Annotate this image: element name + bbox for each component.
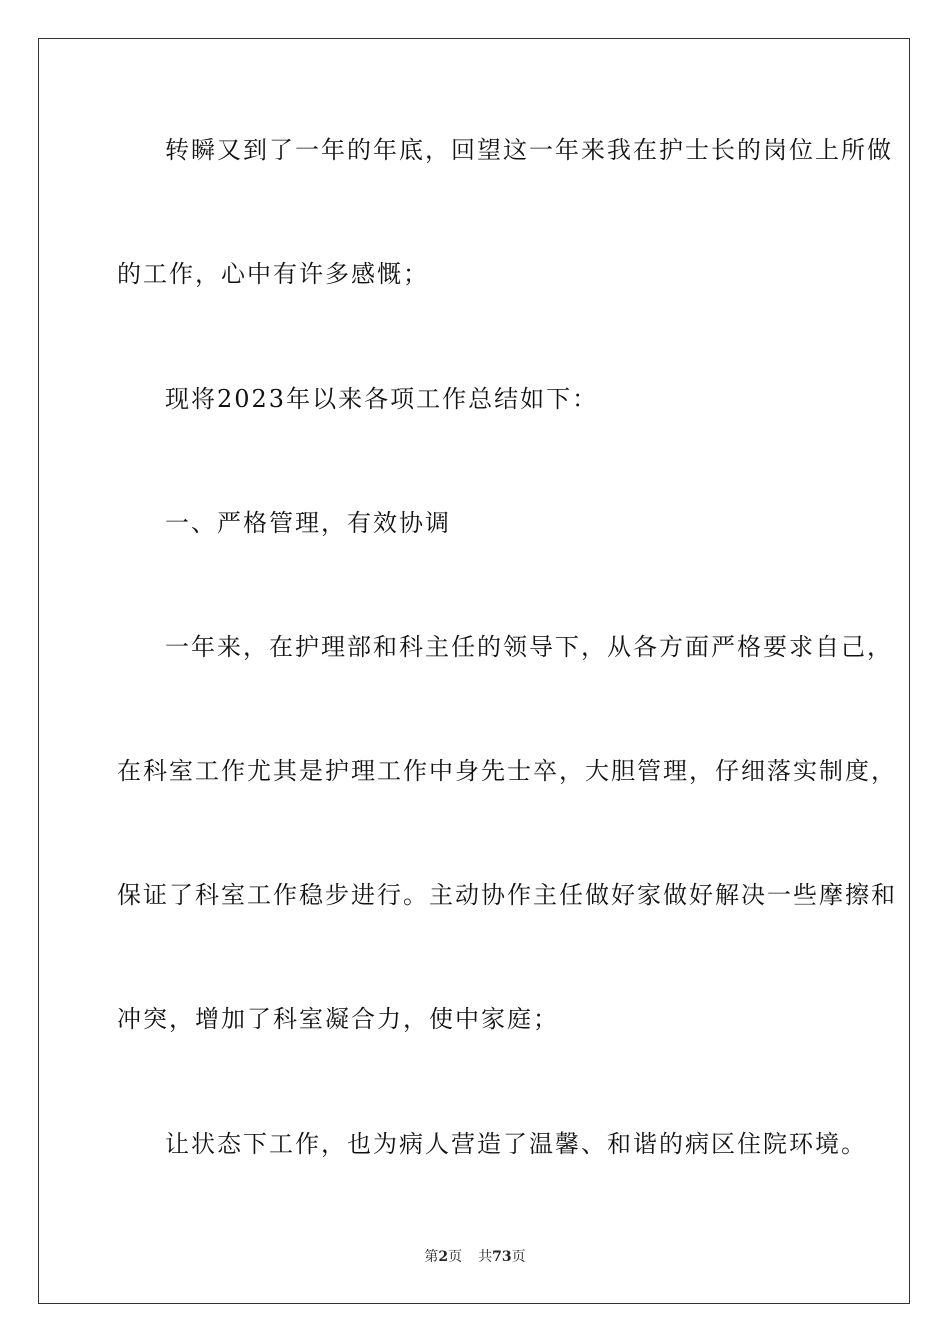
paragraph-line: 冲突，增加了科室凝合力，使中家庭； (117, 1005, 559, 1033)
paragraph-line: 的工作，心中有许多感慨； (117, 260, 429, 288)
page-number: 2 (438, 1249, 449, 1265)
paragraph-line: 保证了科室工作稳步进行。主动协作主任做好家做好解决一些摩擦和 (117, 881, 897, 909)
page-border (38, 38, 910, 1304)
page-suffix: 页 (448, 1249, 463, 1265)
paragraph-line: 让状态下工作，也为病人营造了温馨、和谐的病区住院环境。 (165, 1130, 867, 1158)
section-heading: 一、严格管理，有效协调 (165, 509, 451, 537)
total-prefix: 共 (478, 1249, 493, 1265)
paragraph-line: 转瞬又到了一年的年底，回望这一年来我在护士长的岗位上所做 (165, 136, 893, 164)
total-pages: 73 (492, 1249, 512, 1265)
paragraph-line: 在科室工作尤其是护理工作中身先士卒，大胆管理，仔细落实制度， (117, 757, 897, 785)
page-footer (0, 1248, 950, 1266)
total-suffix: 页 (511, 1249, 526, 1265)
paragraph-line: 一年来，在护理部和科主任的领导下，从各方面严格要求自己， (165, 633, 893, 661)
page-prefix: 第 (424, 1249, 439, 1265)
paragraph-line: 现将2023年以来各项工作总结如下： (165, 385, 599, 413)
